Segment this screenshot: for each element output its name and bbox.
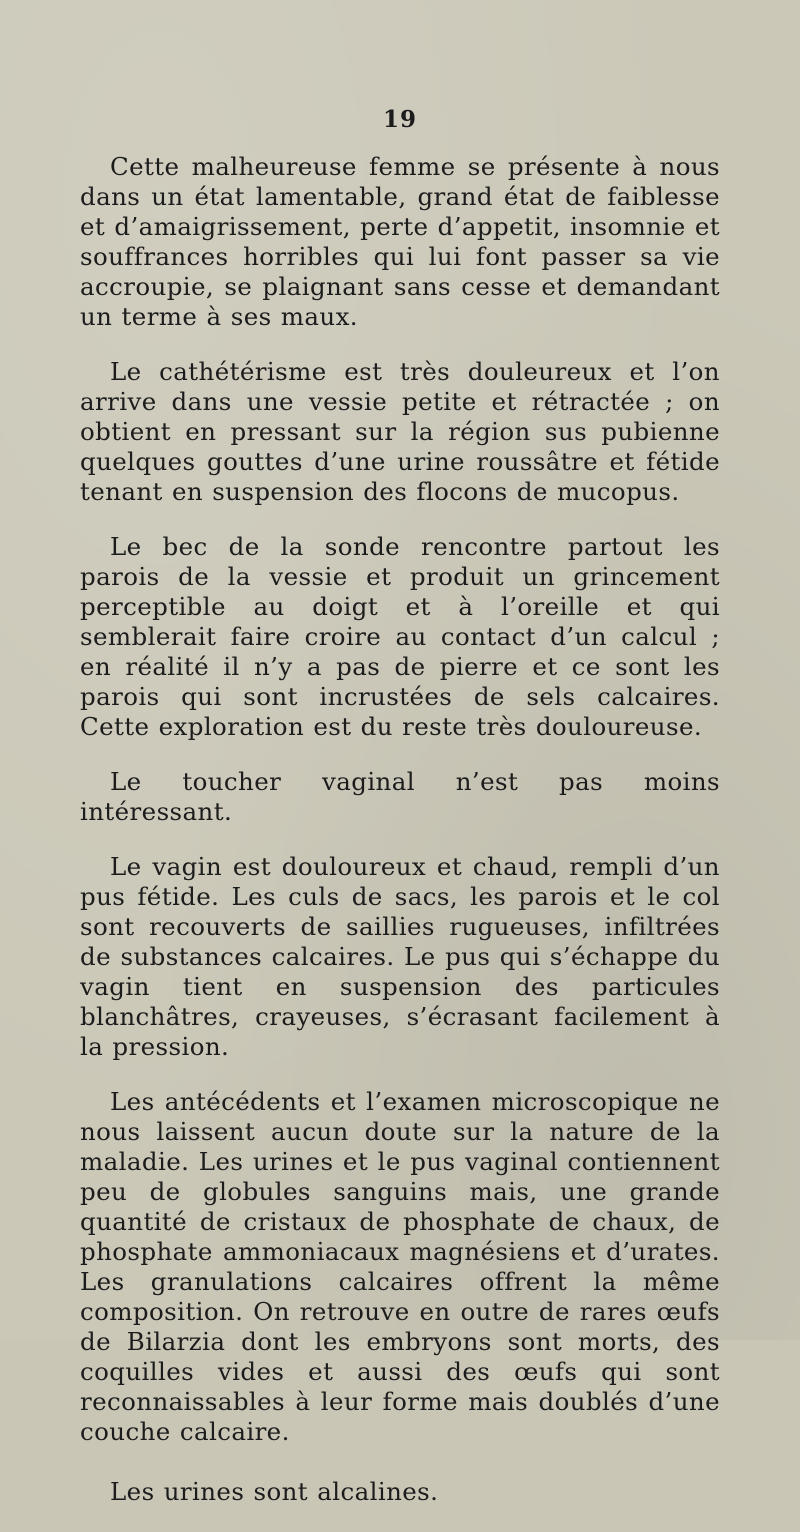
paragraph-2: Le cathétérisme est très douleureux et l’on arrive dans une vessie petite et rétractée ; on obtient en pressant sur la région sus pubienne quelques gouttes d’une urine roussâtre et fétide tenant en suspension des flocons de mucopus. bbox=[80, 357, 720, 506]
paragraph-1: Cette malheureuse femme se présente à nous dans un état lamentable, grand état de faiblesse et d’amaigrissement, perte d’appetit, insomnie et souffrances horribles qui lui font passer sa vie accroupie, se plaignant sans cesse et demandant un terme à ses maux. bbox=[80, 152, 720, 331]
paragraph-7: Les urines sont alcalines. bbox=[110, 1477, 439, 1506]
paragraph-6: Les antécédents et l’examen microscopique ne nous laissent aucun doute sur la nature de la maladie. Les urines et le pus vaginal contiennent peu de globules sanguins mais, une grande quantité de cristaux de phosphate de chaux, de phosphate ammoniacaux magnésiens et d’urates. Les granulations calcaires offrent la même composition. On retrouve en outre de rares œufs de Bilarzia dont les embryons sont morts, des coquilles vides et aussi des œufs qui sont reconnaissables à leur forme mais doublés d’une couche calcaire. bbox=[80, 1087, 720, 1446]
paragraph-4: Le toucher vaginal n’est pas moins intéressant. bbox=[80, 767, 720, 826]
body-text bbox=[80, 152, 720, 1532]
paragraph-3: Le bec de la sonde rencontre partout les parois de la vessie et produit un grincement perceptible au doigt et à l’oreille et qui semblerait faire croire au contact d’un calcul ; en réalité il n’y a pas de pierre et ce sont les parois qui sont incrustées de sels calcaires. Cette exploration est du reste très douloureuse. bbox=[80, 532, 720, 741]
paragraph-5: Le vagin est douloureux et chaud, rempli d’un pus fétide. Les culs de sacs, les parois et le col sont recouverts de saillies rugueuses, infiltrées de substances calcaires. Le pus qui s’échappe du vagin tient en suspension des particules blanchâtres, crayeuses, s’écrasant facilement à la pression. bbox=[80, 852, 720, 1061]
page-number: 19 bbox=[382, 106, 417, 133]
